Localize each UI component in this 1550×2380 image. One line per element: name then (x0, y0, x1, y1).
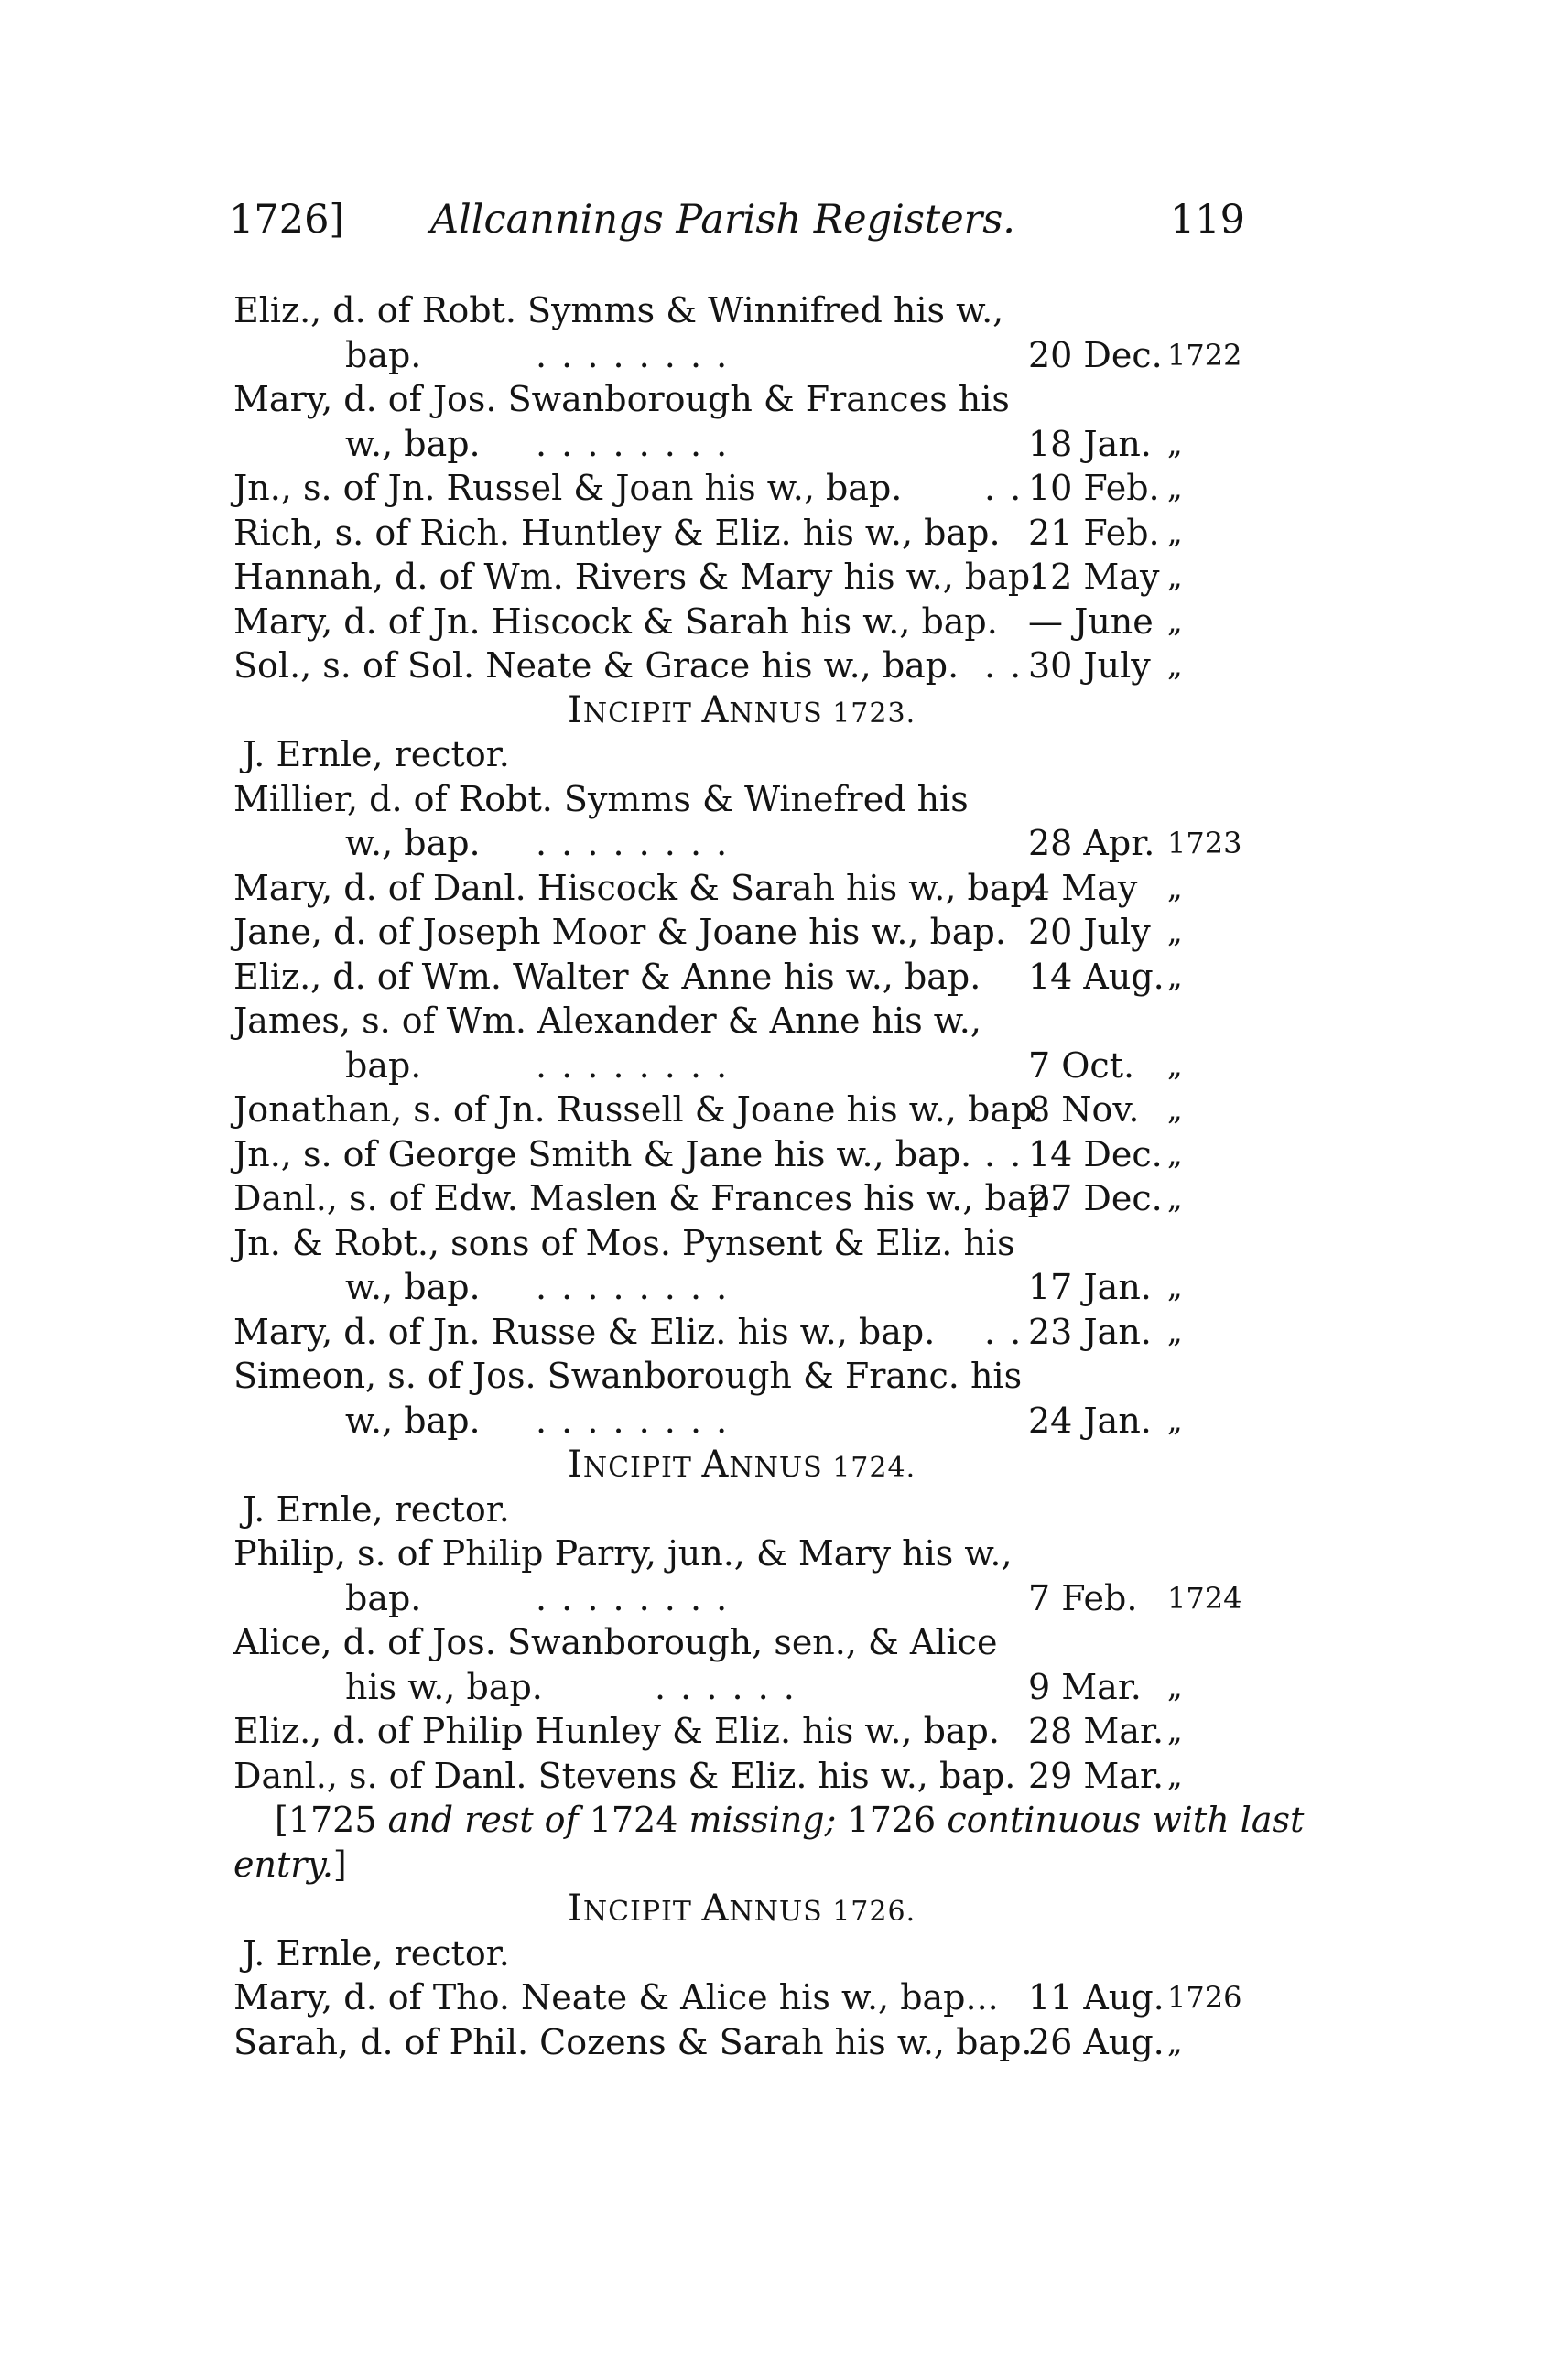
entry-text: Eliz., d. of Philip Hunley & Eliz. his w., bap. (233, 1711, 1000, 1751)
baptism-year: „ (1167, 958, 1183, 994)
heading-part: NCIPIT (582, 1452, 702, 1484)
note-part: 1726 (847, 1800, 937, 1840)
baptism-date: 10 Feb. (1028, 468, 1160, 508)
leader-dots: . . . . . . . . (536, 334, 730, 375)
note-part: missing; (677, 1800, 848, 1840)
leader-dots: . . . . . . . . (536, 1044, 730, 1086)
baptism-date: 4 May (1028, 867, 1138, 908)
heading-text (568, 1887, 916, 1935)
register-line (233, 511, 1250, 556)
register-line (233, 1576, 1250, 1621)
baptism-year: „ (1167, 1092, 1183, 1127)
note-text (275, 1798, 1304, 1843)
year-heading (233, 1443, 1250, 1488)
running-header (229, 197, 1245, 252)
register-line (233, 422, 1250, 467)
register-line (233, 644, 1250, 688)
entry-text: J. Ernle, rector. (243, 734, 510, 774)
baptism-date: 7 Oct. (1028, 1044, 1135, 1086)
entry-text: Jn., s. of Jn. Russel & Joan his w., bap. (233, 468, 903, 508)
baptism-date: 8 Nov. (1028, 1089, 1140, 1130)
baptism-year: 1722 (1167, 337, 1242, 373)
baptism-date: 29 Mar. (1028, 1755, 1165, 1796)
entry-text: bap. (345, 1577, 422, 1618)
entry-text: w., bap. (345, 1400, 481, 1441)
entry-text: Mary, d. of Jn. Russe & Eliz. his w., bap. (233, 1311, 936, 1352)
entry-text: Eliz., d. of Wm. Walter & Anne his w., bap. (233, 956, 981, 997)
leader-dots: . . (984, 468, 1024, 508)
baptism-year: „ (1167, 1402, 1183, 1438)
baptism-year: „ (1167, 1270, 1183, 1304)
register-line (233, 777, 1250, 822)
entry-text: his w., bap. (345, 1666, 543, 1707)
register-line (233, 1044, 1250, 1088)
entry-text: bap. (345, 334, 422, 375)
leader-dots: . . (984, 1133, 1024, 1174)
note-text (233, 1843, 347, 1888)
register-line (233, 1310, 1250, 1355)
note-part: ] (332, 1844, 347, 1885)
baptism-year: 1724 (1167, 1580, 1242, 1616)
header-title: Allcannings Parish Registers. (430, 197, 1015, 243)
heading-part: NNUS 1724. (729, 1452, 916, 1484)
baptism-year: „ (1167, 1669, 1183, 1704)
heading-part: I (568, 688, 583, 731)
register-line (233, 1087, 1250, 1132)
baptism-date: 9 Mar. (1028, 1666, 1142, 1707)
register-line (233, 1488, 1250, 1532)
note-part: 1724 (589, 1800, 678, 1840)
baptism-date: 28 Mar. (1028, 1711, 1165, 1751)
register-line (233, 1709, 1250, 1754)
heading-text (568, 688, 916, 737)
editorial-note (233, 1843, 1250, 1888)
entry-text: Jn. & Robt., sons of Mos. Pynsent & Eliz. his (233, 1222, 1015, 1263)
baptism-year: „ (1167, 1714, 1183, 1748)
baptism-year: „ (1167, 514, 1183, 550)
register-line (233, 1620, 1250, 1665)
baptism-date: 23 Jan. (1028, 1311, 1152, 1352)
entry-text: Jonathan, s. of Jn. Russell & Joane his w., bap. (233, 1089, 1045, 1130)
year-heading (233, 1887, 1250, 1931)
entry-text: Alice, d. of Jos. Swanborough, sen., & Alice (233, 1622, 998, 1662)
baptism-year: „ (1167, 1314, 1183, 1349)
entry-text: w., bap. (345, 423, 481, 464)
entry-text: Mary, d. of Danl. Hiscock & Sarah his w., bap. (233, 867, 1044, 908)
entry-text: Eliz., d. of Robt. Symms & Winnifred his w., (233, 290, 1004, 330)
baptism-date: 28 Apr. (1028, 823, 1155, 863)
entry-text: Jane, d. of Joseph Moor & Joane his w., bap. (233, 912, 1006, 952)
baptism-date: 26 Aug. (1028, 2021, 1165, 2062)
baptism-year: „ (1167, 870, 1183, 905)
baptism-year: „ (1167, 914, 1183, 949)
note-part: 1725 (287, 1800, 377, 1840)
entry-text: Sol., s. of Sol. Neate & Grace his w., bap. (233, 645, 959, 686)
entry-text: James, s. of Wm. Alexander & Anne his w., (233, 1001, 981, 1041)
baptism-date: 20 Dec. (1028, 334, 1163, 375)
baptism-date: 14 Aug. (1028, 956, 1165, 997)
register-line (233, 955, 1250, 1000)
baptism-year: 1723 (1167, 826, 1242, 860)
register-line (233, 1176, 1250, 1221)
entry-text: Jn., s. of George Smith & Jane his w., bap. (233, 1133, 972, 1174)
baptism-date: 30 July (1028, 645, 1151, 686)
baptism-date: 12 May (1028, 557, 1160, 597)
entry-text: Mary, d. of Tho. Neate & Alice his w., bap... (233, 1977, 999, 2018)
heading-part: I (568, 1888, 583, 1930)
page-number: 119 (1169, 197, 1245, 243)
entry-text: Danl., s. of Danl. Stevens & Eliz. his w., bap. (233, 1755, 1016, 1796)
register-entries (233, 288, 1305, 2064)
baptism-date: 24 Jan. (1028, 1400, 1152, 1441)
leader-dots: . . . . . . . . (536, 1267, 730, 1307)
entry-text: Simeon, s. of Jos. Swanborough & Franc. his (233, 1356, 1023, 1396)
note-part: [ (275, 1800, 288, 1840)
leader-dots: . . . . . . . . (536, 1400, 730, 1441)
entry-text: w., bap. (345, 823, 481, 863)
baptism-date: 20 July (1028, 912, 1151, 952)
baptism-date: 17 Jan. (1028, 1267, 1152, 1307)
entry-text: Philip, s. of Philip Parry, jun., & Mary his w., (233, 1533, 1013, 1574)
register-line (233, 377, 1250, 422)
register-line (233, 866, 1250, 911)
register-line (233, 1754, 1250, 1799)
baptism-date: 18 Jan. (1028, 423, 1152, 464)
entry-text: Hannah, d. of Wm. Rivers & Mary his w., bap. (233, 557, 1042, 597)
heading-part: NNUS 1723. (729, 697, 916, 730)
register-line (233, 1132, 1250, 1177)
leader-dots: . . . . . . . . (536, 423, 730, 464)
register-line (233, 1399, 1250, 1444)
editorial-note (233, 1798, 1305, 1843)
entry-text: J. Ernle, rector. (243, 1932, 510, 1974)
register-line (233, 2020, 1250, 2065)
register-line (233, 1221, 1250, 1266)
register-line (233, 732, 1250, 777)
register-line (233, 910, 1250, 955)
register-line (233, 1975, 1250, 2020)
note-part: continuous with last (936, 1800, 1305, 1840)
baptism-date: 7 Feb. (1028, 1577, 1138, 1618)
baptism-year: „ (1167, 603, 1183, 639)
baptism-year: 1726 (1167, 1980, 1242, 2015)
register-line (233, 1931, 1250, 1976)
register-line (233, 466, 1250, 511)
heading-part: NCIPIT (582, 1896, 702, 1928)
leader-dots: . . . . . . . . (536, 823, 730, 863)
heading-part: A (701, 1888, 730, 1930)
baptism-date: 11 Aug. (1028, 1977, 1165, 2018)
heading-part: A (701, 688, 730, 731)
baptism-year: „ (1167, 2024, 1183, 2060)
register-line (233, 1265, 1250, 1310)
entry-text: J. Ernle, rector. (243, 1488, 510, 1530)
baptism-year: „ (1167, 559, 1183, 594)
leader-dots: . . (984, 645, 1024, 686)
entry-text: bap. (345, 1044, 422, 1086)
entry-text: Rich, s. of Rich. Huntley & Eliz. his w., bap. (233, 512, 1001, 553)
register-line (233, 333, 1250, 378)
baptism-year: „ (1167, 1047, 1183, 1083)
baptism-date: 14 Dec. (1028, 1133, 1163, 1174)
heading-part: NCIPIT (582, 697, 702, 730)
baptism-year: „ (1167, 471, 1183, 505)
register-line (233, 600, 1250, 644)
leader-dots: . . . . . . . . (536, 1577, 730, 1618)
heading-part: I (568, 1444, 583, 1486)
baptism-date: — June (1028, 600, 1154, 642)
baptism-year: „ (1167, 1136, 1183, 1172)
register-line (233, 1531, 1250, 1576)
baptism-year: „ (1167, 1181, 1183, 1216)
leader-dots: . . (984, 1311, 1024, 1352)
baptism-year: „ (1167, 648, 1183, 683)
baptism-date: 21 Feb. (1028, 512, 1160, 553)
register-line (233, 1665, 1250, 1710)
entry-text: Mary, d. of Jn. Hiscock & Sarah his w., bap. (233, 600, 998, 642)
register-line (233, 821, 1250, 866)
note-part: and rest of (376, 1800, 590, 1840)
register-line (233, 288, 1250, 333)
header-year: 1726] (229, 197, 345, 243)
heading-part: A (701, 1444, 730, 1486)
heading-part: NNUS 1726. (729, 1896, 916, 1928)
baptism-year: „ (1167, 1758, 1183, 1793)
entry-text: Danl., s. of Edw. Maslen & Frances his w., bap. (233, 1178, 1061, 1218)
note-part: entry. (233, 1844, 333, 1885)
register-line (233, 555, 1250, 600)
heading-text (568, 1443, 916, 1491)
register-line (233, 1354, 1250, 1399)
entry-text: Sarah, d. of Phil. Cozens & Sarah his w., bap. (233, 2021, 1033, 2062)
leader-dots: . . . . . . (655, 1666, 797, 1707)
baptism-year: „ (1167, 426, 1183, 461)
register-line (233, 999, 1250, 1044)
entry-text: w., bap. (345, 1267, 481, 1307)
entry-text: Millier, d. of Robt. Symms & Winefred his (233, 778, 969, 819)
entry-text: Mary, d. of Jos. Swanborough & Frances his (233, 379, 1010, 419)
year-heading (233, 688, 1250, 733)
baptism-date: 27 Dec. (1028, 1178, 1163, 1218)
